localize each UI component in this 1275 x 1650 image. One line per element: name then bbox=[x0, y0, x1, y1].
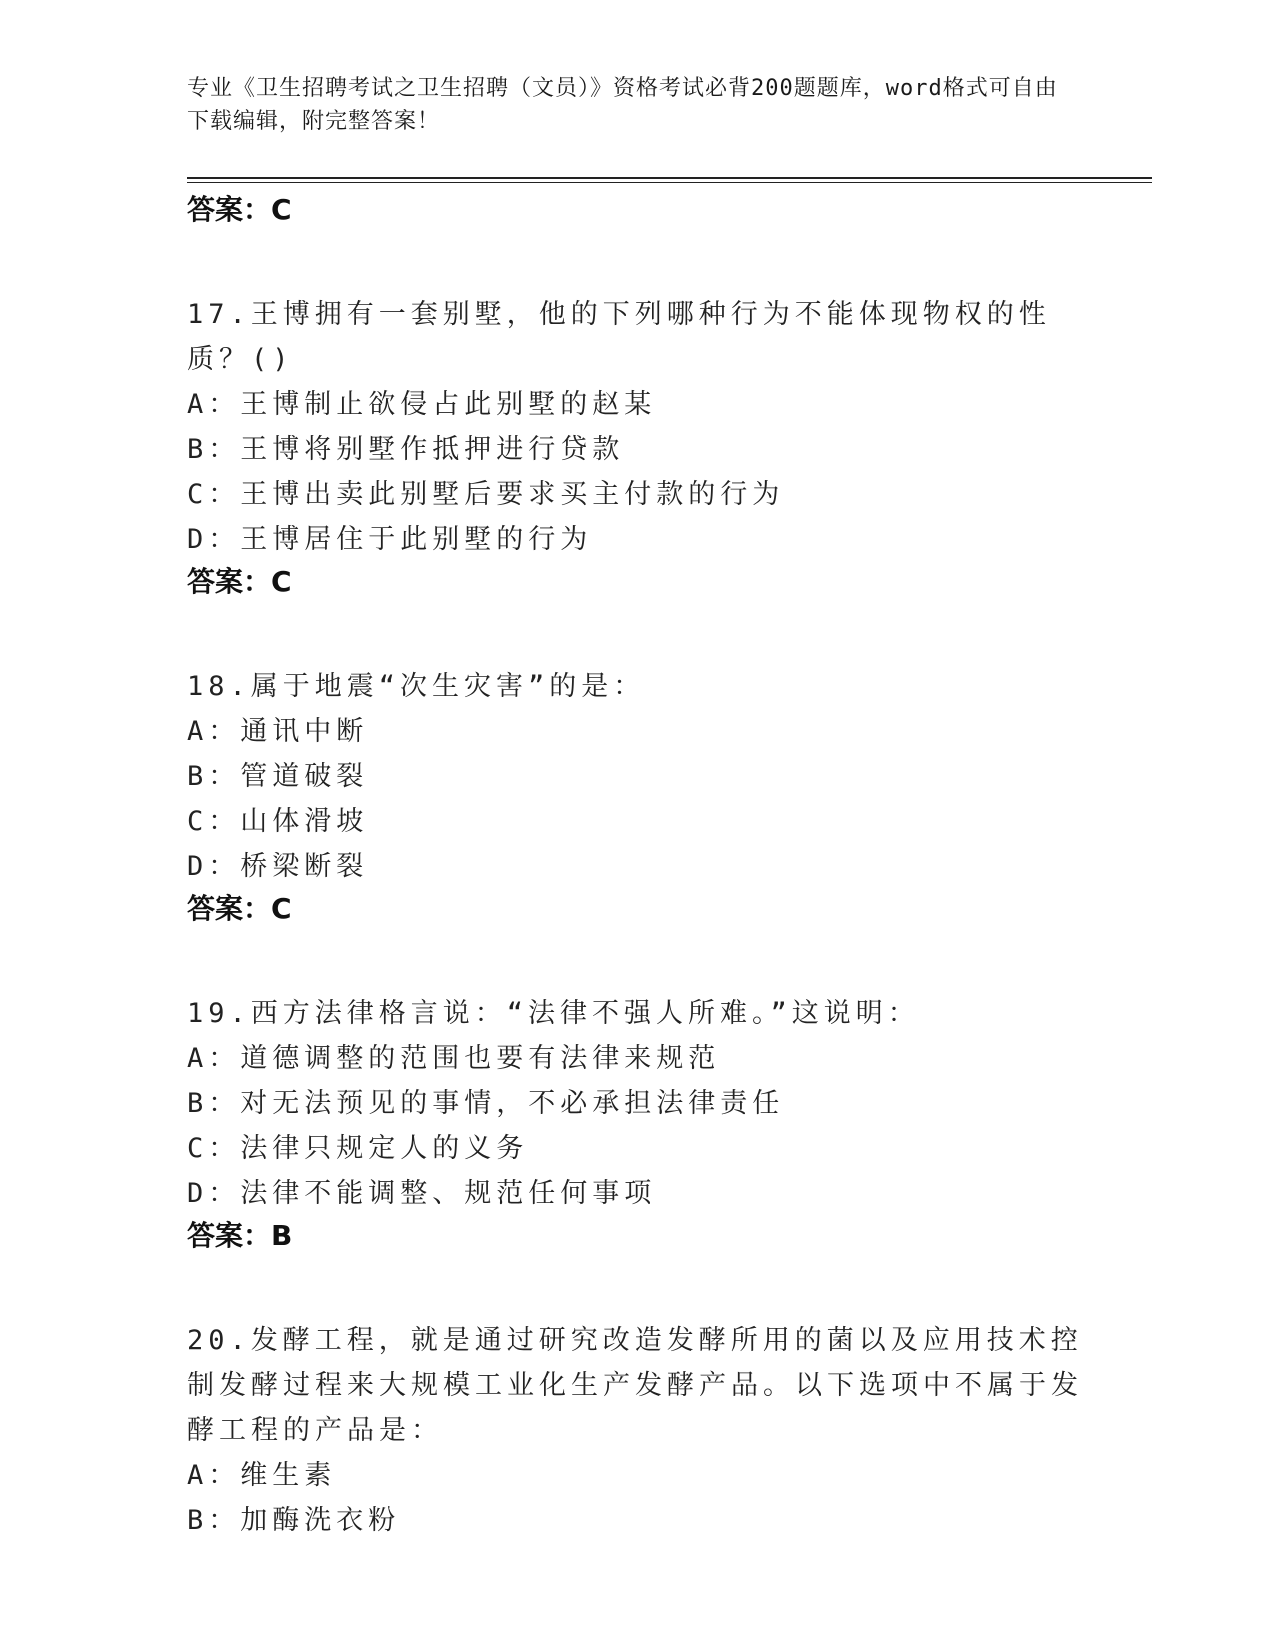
answer-line: 答案：C bbox=[187, 892, 292, 925]
question-stem: 18.属于地震“次生灾害”的是： bbox=[187, 671, 646, 702]
option-a: A：道德调整的范围也要有法律来规范 bbox=[187, 1043, 721, 1074]
answer-line: 答案：B bbox=[187, 1219, 293, 1252]
option-d: D：王博居住于此别墅的行为 bbox=[187, 524, 593, 555]
question-17 bbox=[187, 292, 1087, 602]
question-19 bbox=[187, 991, 1087, 1256]
header-rule-thick bbox=[187, 177, 1152, 179]
header-rule-thin bbox=[187, 182, 1152, 183]
option-d: D：桥梁断裂 bbox=[187, 851, 369, 882]
document-body bbox=[187, 190, 1087, 1543]
option-c: C：山体滑坡 bbox=[187, 806, 369, 837]
option-a: A：王博制止欲侵占此别墅的赵某 bbox=[187, 389, 657, 420]
option-c: C：法律只规定人的义务 bbox=[187, 1133, 529, 1164]
question-18 bbox=[187, 664, 1087, 929]
option-b: B：对无法预见的事情，不必承担法律责任 bbox=[187, 1088, 785, 1119]
document-header: 专业《卫生招聘考试之卫生招聘（文员）》资格考试必背200题题库，word格式可自由下载编辑，附完整答案！ bbox=[187, 76, 1058, 134]
option-d: D：法律不能调整、规范任何事项 bbox=[187, 1178, 657, 1209]
option-c: C：王博出卖此别墅后要求买主付款的行为 bbox=[187, 479, 785, 510]
question-stem: 19.西方法律格言说：“法律不强人所难。”这说明： bbox=[187, 998, 920, 1029]
question-stem: 17.王博拥有一套别墅，他的下列哪种行为不能体现物权的性质？() bbox=[187, 299, 1051, 375]
option-a: A：通讯中断 bbox=[187, 716, 369, 747]
question-20 bbox=[187, 1318, 1087, 1543]
option-b: B：管道破裂 bbox=[187, 761, 369, 792]
answer-line: 答案：C bbox=[187, 565, 292, 598]
question-stem: 20.发酵工程，就是通过研究改造发酵所用的菌以及应用技术控制发酵过程来大规模工业化生产发酵产品。以下选项中不属于发酵工程的产品是： bbox=[187, 1325, 1083, 1446]
answer-line: 答案：C bbox=[187, 193, 292, 226]
option-b: B：加酶洗衣粉 bbox=[187, 1505, 401, 1536]
option-a: A：维生素 bbox=[187, 1460, 337, 1491]
option-b: B：王博将别墅作抵押进行贷款 bbox=[187, 434, 625, 465]
